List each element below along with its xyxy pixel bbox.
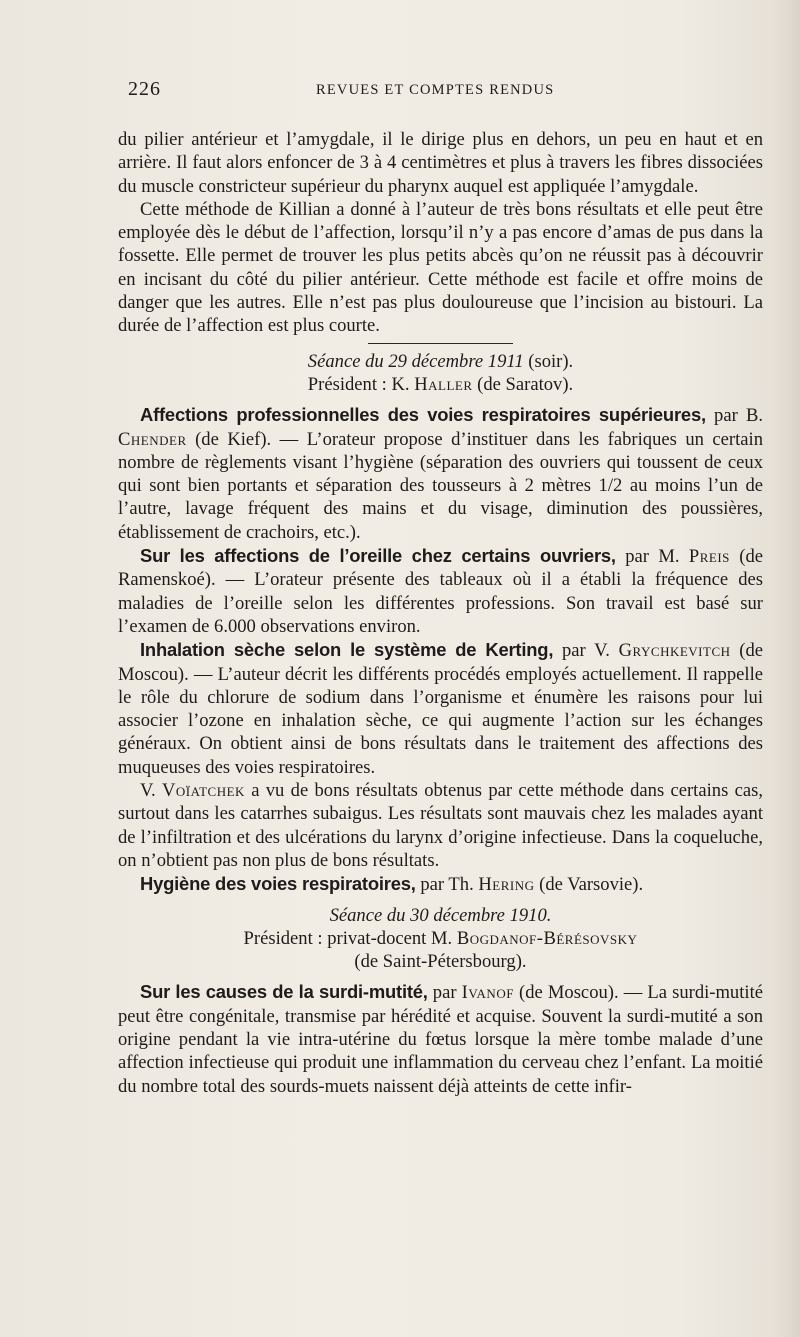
session-title bbox=[118, 350, 763, 373]
comment-lead: V. bbox=[140, 780, 162, 802]
report-ear-affections bbox=[118, 544, 763, 638]
report-professional-affections bbox=[118, 403, 763, 544]
section-divider bbox=[368, 343, 513, 344]
paragraph-killian-method: Cette méthode de Killian a donné à l’auteur de très bons résultats et elle peut être employée dès le début de l’affection, lorsqu’il n’y a pas encore d’amas de pus dans la fossette. Elle permet de trouver les plus petits abcès qu’on ne réussit pas à découvrir en incisant du côté du pilier antérieur. Cette méthode est facile et offre moins de danger que les autres. Elle n’est pas plus douloureuse que l’incision au bistouri. La durée de l’affection est plus courte. bbox=[118, 198, 763, 337]
session-title bbox=[118, 904, 763, 927]
page-number: 226 bbox=[128, 78, 161, 100]
page-body bbox=[118, 128, 763, 1098]
session-date: Séance du 29 décembre 1911 bbox=[307, 350, 524, 372]
president-place: (de Saint-Pétersbourg). bbox=[354, 951, 527, 973]
page-header bbox=[118, 78, 778, 108]
report-text: (de Ramenskoé). — L’orateur présente des tableaux où il a établi la fréquence des maladies de l’oreille selon les différentes professions. Son travail est basé sur l’examen de 6.000 observations environ. bbox=[118, 546, 763, 637]
president-name: Haller bbox=[414, 373, 473, 395]
report-heading: Inhalation sèche selon le système de Kerting, bbox=[140, 639, 554, 661]
president-label: Président : privat-docent M. bbox=[243, 927, 457, 949]
report-author: Grychkevitch bbox=[618, 640, 731, 662]
report-by: par bbox=[427, 982, 462, 1004]
paragraph-continuation: du pilier antérieur et l’amygdale, il le dirige plus en dehors, un peu en haut et en arrière. Il faut alors enfoncer de 3 à 4 centimètres et plus à travers les fibres dissociées du muscle constricteur supérieur du pharynx auquel est appliquée l’amygdale. bbox=[118, 129, 763, 197]
report-text: (de Moscou). — L’auteur décrit les différents procédés employés actuellement. Il rappelle le rôle du chlorure de sodium dans l’organisme et énumère les raisons pour lui associer l’ozone en inhalation sèche, ce qui augmente l’action sur les échanges généraux. On obtient ainsi de bons résultats dans le traitement des affections des muqueuses des voies respiratoires. bbox=[118, 640, 764, 778]
report-voiatchek-comment bbox=[118, 779, 763, 872]
session-president bbox=[118, 927, 763, 950]
comment-text: a vu de bons résultats obtenus par cette méthode dans certains cas, surtout dans les catarrhes subaigus. Les résultats sont mauvais chez les malades ayant de l’infiltration et des ulcérations du larynx d’origine infectieuse. Dans la coqueluche, on n’obtient pas non plus de bons résultats. bbox=[118, 780, 763, 871]
president-label: Président : K. bbox=[307, 373, 415, 395]
session-suffix: (soir). bbox=[523, 350, 574, 372]
report-heading: Hygiène des voies respiratoires, bbox=[140, 873, 416, 895]
report-heading: Affections professionnelles des voies respiratoires supérieures, bbox=[140, 404, 706, 426]
report-by: par Th. bbox=[415, 874, 479, 896]
report-deaf-mutism bbox=[118, 980, 763, 1097]
report-by: par V. bbox=[553, 640, 619, 662]
report-by: par B. bbox=[705, 405, 764, 427]
president-name: Bogdanof-Bérésovsky bbox=[456, 927, 638, 949]
report-text: (de Varsovie). bbox=[534, 874, 644, 896]
report-author: Hering bbox=[478, 874, 535, 896]
running-head: REVUES ET COMPTES RENDUS bbox=[316, 82, 555, 98]
report-text: (de Moscou). — La surdi-mutité peut être congénitale, transmise par hérédité et acquise. Souvent la surdi-mutité a son origine pendant la vie intra-utérine du fœtus lorsque la mère tombe malade d’une affection infectieuse qui produit une inflammation du cerveau chez l’enfant. La moitié du nombre total des sourds-muets naissent déjà atteints de cette infir- bbox=[118, 982, 763, 1097]
report-author: Preis bbox=[688, 546, 730, 568]
report-dry-inhalation bbox=[118, 638, 763, 779]
report-author: Ivanof bbox=[461, 982, 514, 1004]
session-date: Séance du 30 décembre 1910. bbox=[329, 904, 552, 926]
report-author: Chender bbox=[118, 428, 187, 450]
report-text: (de Kief). — L’orateur propose d’instituer dans les fabriques un certain nombre de règlements visant l’hygiène (séparation des ouvriers qui toussent de ceux qui sont bien portants et séparation des tousseurs à 2 mètres 1/2 au moins l’un de l’autre, lavage fréquent des mains et du visage, diminution des poussières, établissement de crachoirs, etc.). bbox=[118, 428, 763, 543]
report-by: par M. bbox=[615, 546, 689, 568]
president-place: (de Saratov). bbox=[472, 373, 574, 395]
session-president bbox=[118, 373, 763, 396]
comment-author: Voïatchek bbox=[161, 780, 245, 802]
report-heading: Sur les causes de la surdi-mutité, bbox=[140, 981, 428, 1003]
report-respiratory-hygiene bbox=[118, 872, 763, 896]
report-heading: Sur les affections de l’oreille chez certains ouvriers, bbox=[140, 545, 616, 567]
